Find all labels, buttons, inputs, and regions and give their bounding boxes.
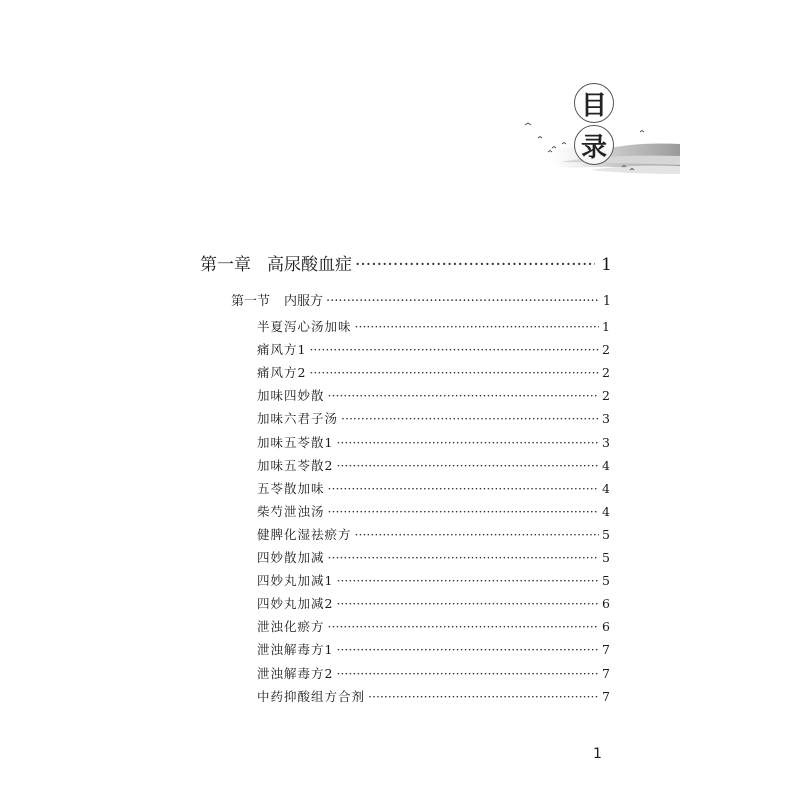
entry-page: 1 bbox=[602, 319, 611, 334]
dot-leader bbox=[328, 481, 600, 496]
toc-entry-row[interactable] bbox=[257, 525, 611, 543]
entry-page: 4 bbox=[602, 480, 611, 496]
toc-entry-row[interactable] bbox=[257, 687, 611, 705]
entry-title: 柴芍泄浊汤 bbox=[257, 503, 325, 519]
section-label bbox=[231, 290, 323, 309]
entry-page: 5 bbox=[602, 526, 611, 542]
title-char-mu: 目 bbox=[574, 83, 614, 123]
entry-title: 泄浊化瘀方 bbox=[257, 619, 325, 635]
entry-page: 2 bbox=[602, 365, 611, 381]
toc-entry-row[interactable] bbox=[257, 386, 611, 404]
dot-leader bbox=[336, 642, 599, 657]
section-number: 第一节 bbox=[231, 294, 271, 309]
toc-entry-row[interactable] bbox=[257, 456, 611, 474]
entry-title: 加味五苓散2 bbox=[257, 457, 334, 473]
toc-entry-row[interactable] bbox=[257, 502, 611, 520]
dot-leader bbox=[336, 666, 599, 681]
title-char-lu: 录 bbox=[574, 125, 614, 165]
dot-leader bbox=[328, 504, 600, 519]
dot-leader bbox=[355, 527, 600, 542]
dot-leader bbox=[336, 458, 599, 473]
entry-page: 6 bbox=[602, 596, 611, 612]
toc-entry-row[interactable] bbox=[257, 340, 611, 358]
entry-title: 四妙丸加减2 bbox=[257, 596, 334, 612]
entry-page: 4 bbox=[602, 457, 611, 473]
entry-page: 7 bbox=[602, 665, 611, 681]
dot-leader bbox=[336, 573, 599, 588]
dot-leader bbox=[355, 319, 600, 334]
section-page: 1 bbox=[602, 294, 611, 309]
footer-page-number: 1 bbox=[593, 746, 602, 762]
entry-page: 3 bbox=[602, 411, 611, 427]
dot-leader bbox=[328, 550, 600, 565]
entry-title: 中药抑酸组方合剂 bbox=[257, 688, 366, 704]
toc-entry-row[interactable] bbox=[257, 479, 611, 497]
chapter-number: 第一章 bbox=[200, 255, 251, 275]
entry-page: 7 bbox=[602, 688, 611, 704]
entry-page: 5 bbox=[602, 573, 611, 589]
dot-leader bbox=[355, 255, 595, 275]
chapter-label bbox=[200, 250, 352, 275]
chapter-page: 1 bbox=[601, 255, 612, 275]
dot-leader bbox=[326, 294, 600, 309]
toc-section-row[interactable] bbox=[231, 290, 611, 309]
entry-title: 加味五苓散1 bbox=[257, 434, 334, 450]
entry-title: 四妙丸加减1 bbox=[257, 573, 334, 589]
entry-title: 五苓散加味 bbox=[257, 480, 325, 496]
toc-entry-row[interactable] bbox=[257, 640, 611, 658]
entry-title: 痛风方2 bbox=[257, 365, 307, 381]
entry-title: 半夏泻心汤加味 bbox=[257, 319, 352, 334]
entry-title: 泄浊解毒方1 bbox=[257, 642, 334, 658]
dot-leader bbox=[368, 689, 599, 704]
entry-page: 7 bbox=[602, 642, 611, 658]
toc-entry-row[interactable] bbox=[257, 317, 611, 335]
dot-leader bbox=[328, 388, 600, 403]
section-title: 内服方 bbox=[284, 294, 324, 309]
entry-page: 4 bbox=[602, 503, 611, 519]
entry-page: 3 bbox=[602, 434, 611, 450]
entry-page: 2 bbox=[602, 342, 611, 358]
toc-entry-row[interactable] bbox=[257, 594, 611, 612]
toc-title bbox=[574, 83, 618, 167]
toc-chapter-row[interactable] bbox=[200, 250, 612, 275]
toc-entry-row[interactable] bbox=[257, 548, 611, 566]
toc-entry-row[interactable] bbox=[257, 433, 611, 451]
toc-entry-row[interactable] bbox=[257, 363, 611, 381]
entry-page: 6 bbox=[602, 619, 611, 635]
entry-title: 痛风方1 bbox=[257, 342, 307, 358]
dot-leader bbox=[336, 596, 599, 611]
dot-leader bbox=[309, 365, 599, 380]
entry-page: 2 bbox=[602, 388, 611, 404]
entry-title: 四妙散加减 bbox=[257, 550, 325, 565]
toc-entry-row[interactable] bbox=[257, 571, 611, 589]
dot-leader bbox=[328, 619, 600, 634]
dot-leader bbox=[309, 342, 599, 357]
entry-title: 泄浊解毒方2 bbox=[257, 665, 334, 681]
toc-entry-row[interactable] bbox=[257, 409, 611, 427]
dot-leader bbox=[341, 411, 599, 426]
entry-title: 加味六君子汤 bbox=[257, 411, 339, 427]
chapter-title: 高尿酸血症 bbox=[267, 255, 352, 275]
entry-title: 健脾化湿祛瘀方 bbox=[257, 526, 352, 542]
dot-leader bbox=[336, 435, 599, 450]
entry-title: 加味四妙散 bbox=[257, 388, 325, 404]
toc-entry-row[interactable] bbox=[257, 664, 611, 682]
toc-entry-row[interactable] bbox=[257, 617, 611, 635]
entry-page: 5 bbox=[602, 550, 611, 565]
